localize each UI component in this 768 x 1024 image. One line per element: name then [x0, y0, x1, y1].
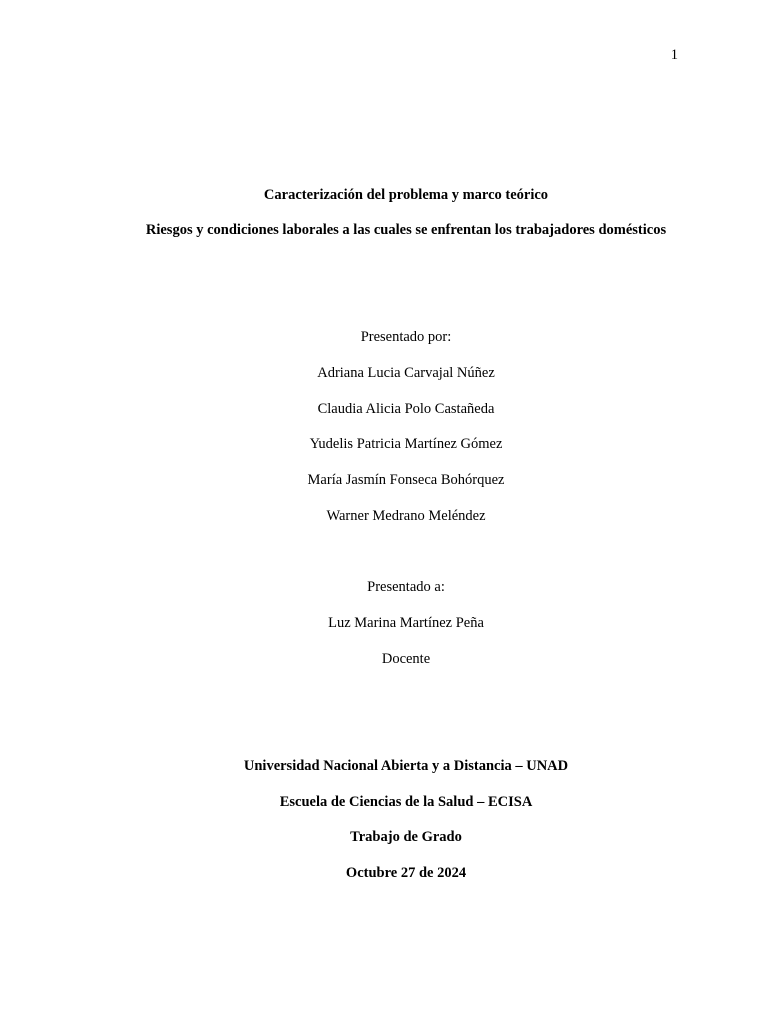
author-4: María Jasmín Fonseca Bohórquez: [307, 472, 505, 488]
work-type: Trabajo de Grado: [350, 829, 462, 845]
author-1: Adriana Lucia Carvajal Núñez: [317, 365, 495, 381]
document-date: Octubre 27 de 2024: [345, 865, 467, 881]
author-5: Warner Medrano Meléndez: [326, 508, 486, 524]
school-name: Escuela de Ciencias de la Salud – ECISA: [279, 794, 533, 810]
advisor-name: Luz Marina Martínez Peña: [328, 615, 484, 631]
document-subtitle: Riesgos y condiciones laborales a las cuales se enfrentan los trabajadores domésticos: [145, 222, 667, 238]
university-name: Universidad Nacional Abierta y a Distancia – UNAD: [243, 758, 569, 774]
advisor-role: Docente: [381, 651, 431, 667]
presented-to-label: Presentado a:: [367, 579, 445, 595]
author-2: Claudia Alicia Polo Castañeda: [317, 401, 495, 417]
page-number: 1: [670, 47, 678, 63]
author-3: Yudelis Patricia Martínez Gómez: [309, 436, 503, 452]
document-title: Caracterización del problema y marco teórico: [263, 187, 549, 203]
presented-by-label: Presentado por:: [360, 329, 452, 345]
